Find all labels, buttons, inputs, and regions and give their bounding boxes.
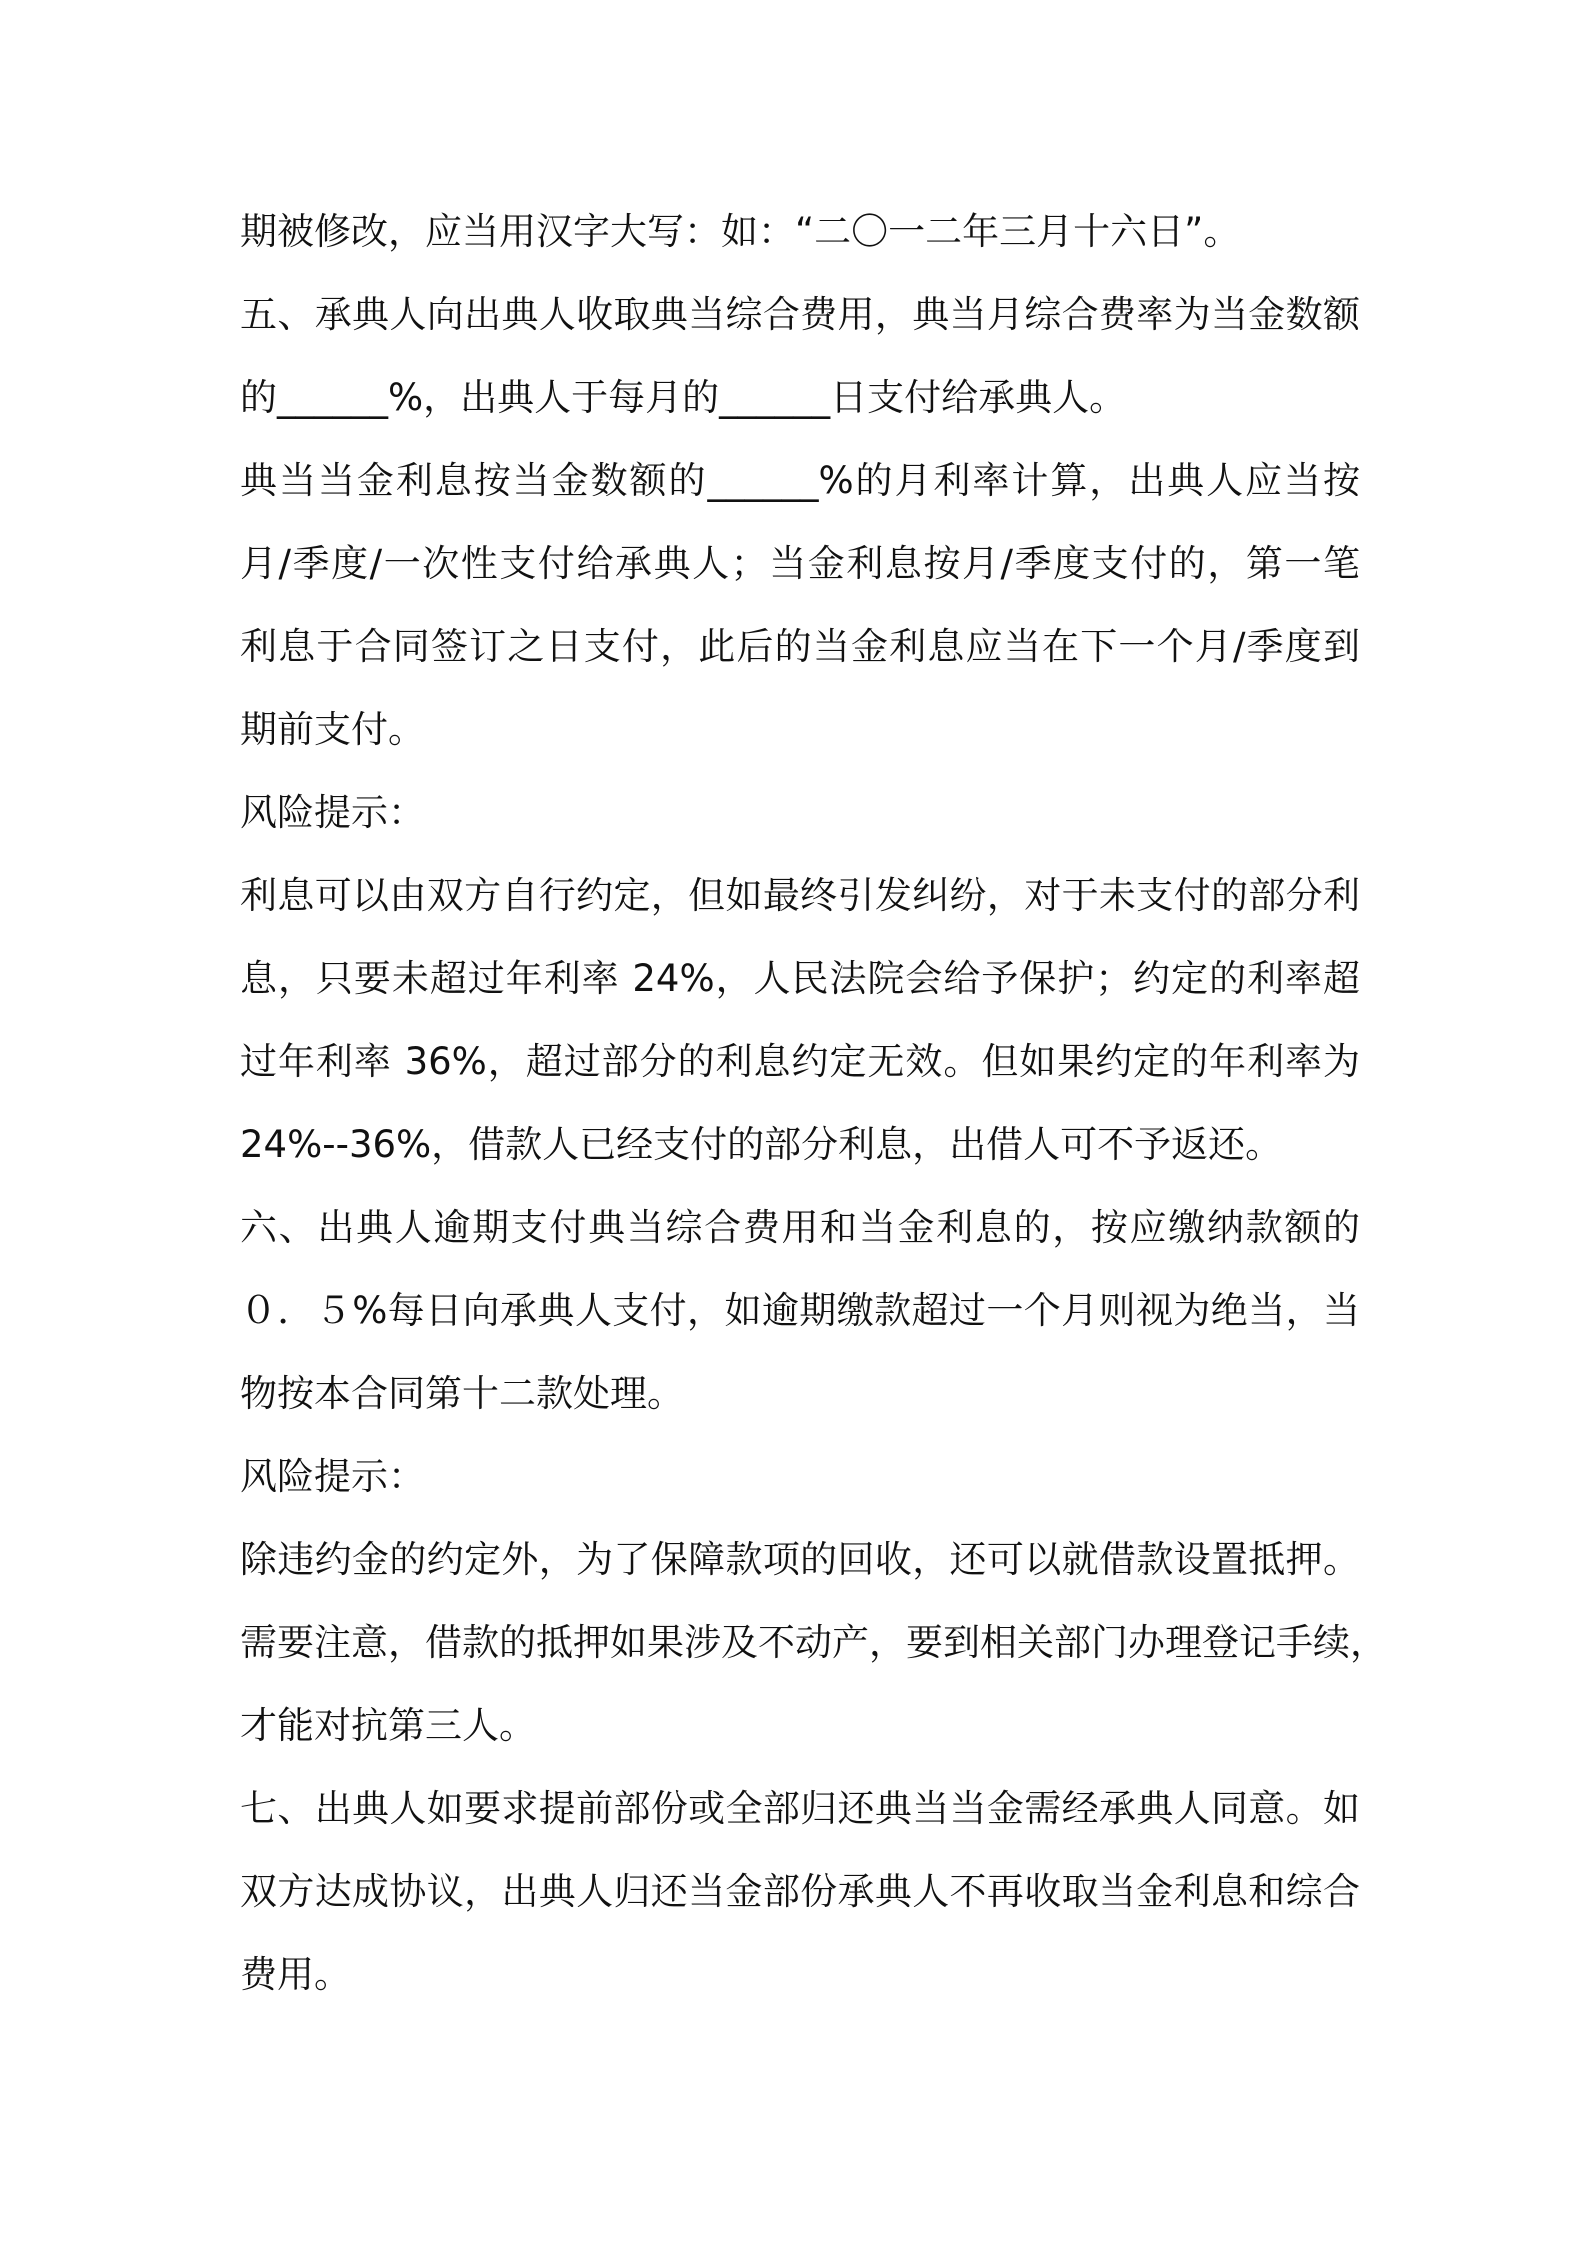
text-line: 双方达成协议，出典人归还当金部份承典人不再收取当金利息和综合 xyxy=(240,1870,1360,1913)
text-line: 风险提示： xyxy=(240,1455,425,1498)
text-line: 六、出典人逾期支付典当综合费用和当金利息的，按应缴纳款额的 xyxy=(240,1206,1360,1249)
text-line: 典当当金利息按当金数额的______%的月利率计算，出典人应当按 xyxy=(240,459,1360,502)
text-line: 才能对抗第三人。 xyxy=(240,1704,536,1747)
text-line: 的______%，出典人于每月的______日支付给承典人。 xyxy=(240,376,1127,419)
text-line: 物按本合同第十二款处理。 xyxy=(240,1372,684,1415)
text-line: 期被修改，应当用汉字大写：如：“二〇一二年三月十六日”。 xyxy=(240,210,1241,253)
text-line: 除违约金的约定外，为了保障款项的回收，还可以就借款设置抵押。 xyxy=(240,1538,1360,1581)
text-line: 24%--36%，借款人已经支付的部分利息，出借人可不予返还。 xyxy=(240,1123,1283,1166)
text-line: 息，只要未超过年利率 24%，人民法院会给予保护；约定的利率超 xyxy=(240,957,1360,1000)
text-line: 七、出典人如要求提前部份或全部归还典当当金需经承典人同意。如 xyxy=(240,1787,1360,1830)
text-line: 过年利率 36%，超过部分的利息约定无效。但如果约定的年利率为 xyxy=(240,1040,1360,1083)
text-line: ０．５%每日向承典人支付，如逾期缴款超过一个月则视为绝当，当 xyxy=(240,1289,1360,1332)
document-body xyxy=(240,190,1387,2016)
text-line: 需要注意，借款的抵押如果涉及不动产，要到相关部门办理登记手续， xyxy=(240,1621,1387,1664)
text-line: 费用。 xyxy=(240,1953,351,1996)
text-line: 期前支付。 xyxy=(240,708,425,751)
text-line: 风险提示： xyxy=(240,791,425,834)
text-line: 利息可以由双方自行约定，但如最终引发纠纷，对于未支付的部分利 xyxy=(240,874,1360,917)
text-line: 利息于合同签订之日支付，此后的当金利息应当在下一个月/季度到 xyxy=(240,625,1360,668)
text-line: 月/季度/一次性支付给承典人；当金利息按月/季度支付的，第一笔 xyxy=(240,542,1360,585)
text-line: 五、承典人向出典人收取典当综合费用，典当月综合费率为当金数额 xyxy=(240,293,1360,336)
